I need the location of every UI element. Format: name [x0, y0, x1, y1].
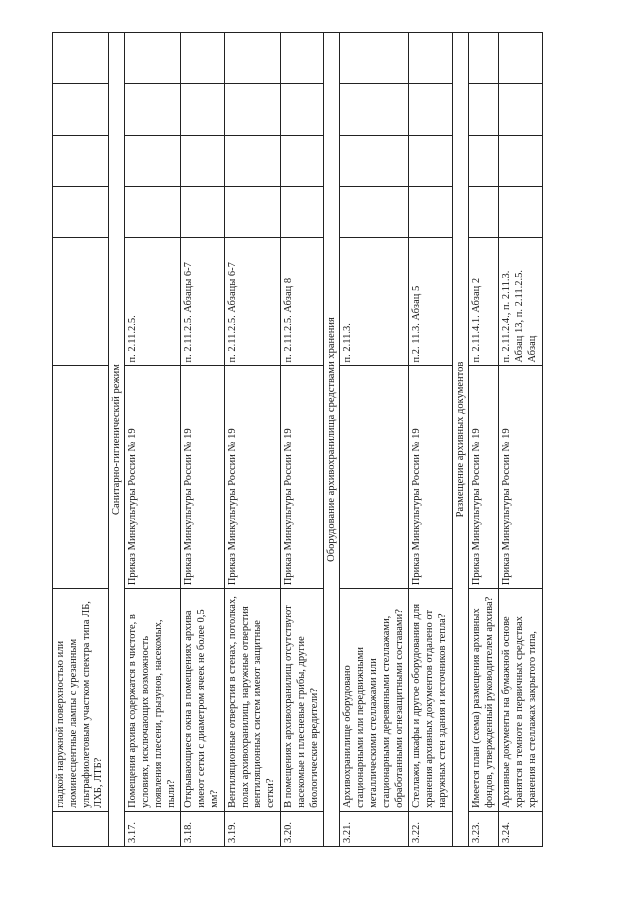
- answer-cell-na: [280, 84, 323, 135]
- question-cell: В помещениях архивохранилищ отсутствуют насекомые и плесневые грибы, другие биологические вредители?: [280, 589, 323, 812]
- answer-cell-na: [340, 84, 409, 135]
- reference-cell: п. 2.11.2.5. Абзацы 6-7: [181, 238, 224, 366]
- row-number: 3.21.: [340, 811, 409, 846]
- answer-cell-note: [125, 33, 181, 84]
- question-cell: Архивные документы на бумажной основе хранятся в темноте в первичных средствах хранения на стеллажах закрытого типа,: [499, 589, 542, 812]
- answer-cell-no: [468, 135, 499, 186]
- question-cell: гладкой наружной поверхностью или люминесцентные лампы с урезанным ультрафиолетовым участком спектра типа ЛБ, ЛХБ, ЛТБ?: [53, 589, 109, 812]
- law-cell: Приказ Минкультуры России № 19: [181, 366, 224, 589]
- law-cell: Приказ Минкультуры России № 19: [224, 366, 280, 589]
- row-number: 3.22.: [409, 811, 452, 846]
- row-number: 3.23.: [468, 811, 499, 846]
- table-row: [340, 33, 409, 847]
- reference-cell: п. 2.11.3.: [340, 238, 409, 366]
- section-header-row: [109, 33, 125, 847]
- answer-cell-note: [53, 33, 109, 84]
- law-cell: Приказ Минкультуры России № 19: [468, 366, 499, 589]
- question-cell: Архивохранилище оборудовано стационарными или передвижными металлическими стеллажами или стационарными деревянными стеллажами, обработанными огнезащитными составами?: [340, 589, 409, 812]
- answer-cell-note: [280, 33, 323, 84]
- answer-cell-yes: [280, 186, 323, 237]
- table-row: [53, 33, 109, 847]
- law-cell: Приказ Минкультуры России № 19: [499, 366, 542, 589]
- answer-cell-note: [340, 33, 409, 84]
- question-cell: Открывающиеся окна в помещениях архива имеют сетки с диаметром ячеек не более 0,5 мм?: [181, 589, 224, 812]
- question-cell: Стеллажи, шкафы и другое оборудования для хранения архивных документов отдалено от наружных стен здания и источников тепла?: [409, 589, 452, 812]
- section-header-row: [452, 33, 468, 847]
- table-row: [468, 33, 499, 847]
- row-number: 3.24.: [499, 811, 542, 846]
- answer-cell-no: [409, 135, 452, 186]
- question-cell: Вентиляционные отверстия в стенах, потолках, полах архивохранилищ, наружные отверстия вентиляционных систем имеют защитные сетки?: [224, 589, 280, 812]
- answer-cell-no: [499, 135, 542, 186]
- reference-cell: п. 2.11.4.1. Абзац 2: [468, 238, 499, 366]
- row-number: 3.20.: [280, 811, 323, 846]
- answer-cell-na: [224, 84, 280, 135]
- answer-cell-na: [409, 84, 452, 135]
- section-title: Санитарно-гигиенический режим: [109, 33, 125, 847]
- answer-cell-yes: [340, 186, 409, 237]
- answer-cell-no: [340, 135, 409, 186]
- question-cell: Имеется план (схема) размещения архивных фондов, утвержденный руководителем архива?: [468, 589, 499, 812]
- answer-cell-yes: [224, 186, 280, 237]
- answer-cell-yes: [468, 186, 499, 237]
- reference-cell: п. 2.11.2.5. Абзац 8: [280, 238, 323, 366]
- answer-cell-no: [280, 135, 323, 186]
- reference-cell: п. 2.11.2.4., п. 2.11.3. Абзац 13, п. 2.11.2.5. Абзац: [499, 238, 542, 366]
- answer-cell-yes: [125, 186, 181, 237]
- answer-cell-note: [409, 33, 452, 84]
- section-header-row: [324, 33, 340, 847]
- section-title: Оборудование архивохранилища средствами хранения: [324, 33, 340, 847]
- checklist-table: [52, 32, 543, 847]
- answer-cell-yes: [409, 186, 452, 237]
- answer-cell-yes: [499, 186, 542, 237]
- law-cell: [340, 366, 409, 589]
- table-row: [409, 33, 452, 847]
- answer-cell-na: [468, 84, 499, 135]
- table-row: [224, 33, 280, 847]
- table-row: [499, 33, 542, 847]
- law-cell: Приказ Минкультуры России № 19: [125, 366, 181, 589]
- answer-cell-no: [224, 135, 280, 186]
- answer-cell-no: [53, 135, 109, 186]
- answer-cell-no: [181, 135, 224, 186]
- answer-cell-no: [125, 135, 181, 186]
- answer-cell-yes: [53, 186, 109, 237]
- law-cell: Приказ Минкультуры России № 19: [409, 366, 452, 589]
- table-row: [280, 33, 323, 847]
- reference-cell: п. 2.11.2.5.: [125, 238, 181, 366]
- row-number: 3.19.: [224, 811, 280, 846]
- row-number: 3.18.: [181, 811, 224, 846]
- answer-cell-na: [125, 84, 181, 135]
- answer-cell-na: [53, 84, 109, 135]
- row-number: [53, 811, 109, 846]
- answer-cell-note: [224, 33, 280, 84]
- answer-cell-note: [181, 33, 224, 84]
- answer-cell-note: [499, 33, 542, 84]
- row-number: 3.17.: [125, 811, 181, 846]
- reference-cell: [53, 238, 109, 366]
- law-cell: [53, 366, 109, 589]
- answer-cell-na: [499, 84, 542, 135]
- answer-cell-note: [468, 33, 499, 84]
- table-row: [125, 33, 181, 847]
- table-row: [181, 33, 224, 847]
- answer-cell-yes: [181, 186, 224, 237]
- question-cell: Помещения архива содержатся в чистоте, в условиях, исключающих возможность появления плесени, грызунов, насекомых, пыли?: [125, 589, 181, 812]
- law-cell: Приказ Минкультуры России № 19: [280, 366, 323, 589]
- section-title: Размещение архивных документов: [452, 33, 468, 847]
- reference-cell: п.2. 11.3. Абзац 5: [409, 238, 452, 366]
- reference-cell: п. 2.11.2.5. Абзацы 6-7: [224, 238, 280, 366]
- answer-cell-na: [181, 84, 224, 135]
